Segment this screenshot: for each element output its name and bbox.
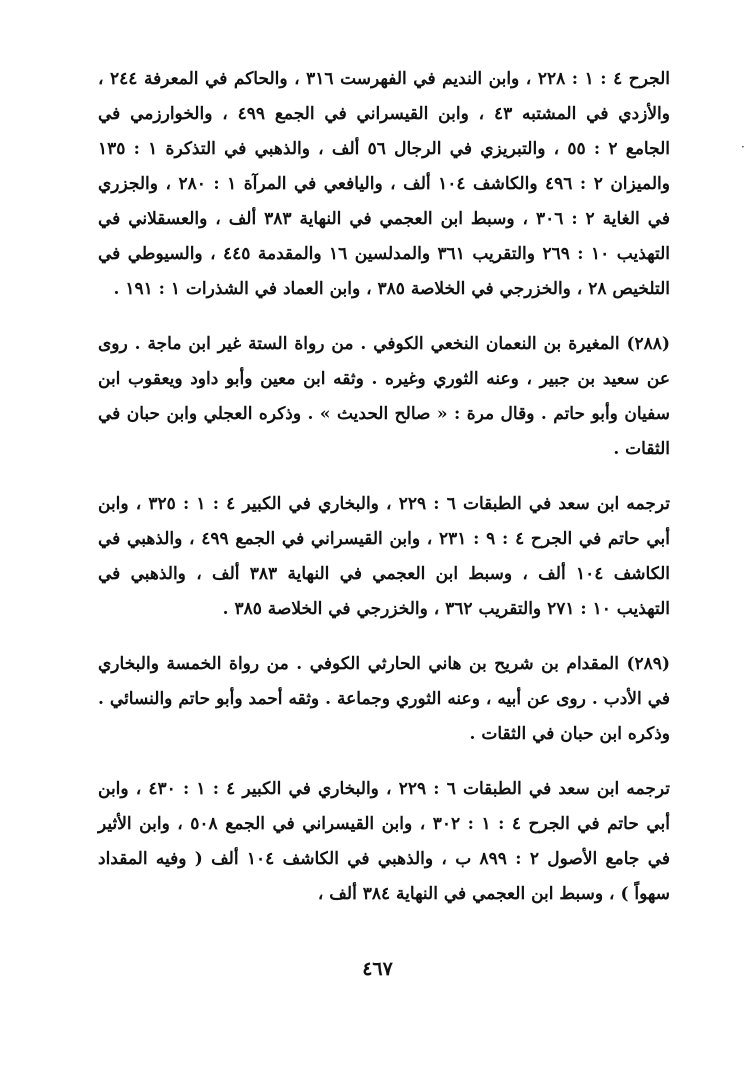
entry-289-sources: ترجمه ابن سعد في الطبقات ٦ : ٢٢٩ ، والبخاري في الكبير ٤ : ١ : ٤٣٠ ، وابن أبي حاتم في الجرح ٤ : ١ : ٣٠٢ ، وابن القيسراني في الجمع ٥٠٨ ، وابن الأثير في جامع الأصول ٢ : ٨٩٩ ب ، والذهبي في الكاشف ١٠٤ ألف ( وفيه المقداد سهواً ) ، وسبط ابن العجمي في النهاية ٣٨٤ ألف ، [98,779,670,904]
page-body [98,62,670,912]
page-number: ٤٦٧ [362,958,393,980]
footnote-continuation: الجرح ٤ : ١ : ٢٢٨ ، وابن النديم في الفهرست ٣١٦ ، والحاكم في المعرفة ٢٤٤ ، والأزدي في المشتبه ٤٣ ، وابن القيسراني في الجمع ٤٩٩ ، والخوارزمي في الجامع ٢ : ٥٥ ، والتبريزي في الرجال ٥٦ ألف ، والذهبي في التذكرة ١ : ١٣٥ والميزان ٢ : ٤٩٦ والكاشف ١٠٤ ألف ، واليافعي في المرآة ١ : ٢٨٠ ، والجزري في الغاية ٢ : ٣٠٦ ، وسبط ابن العجمي في النهاية ٣٨٣ ألف ، والعسقلاني في التهذيب ١٠ : ٢٦٩ والتقريب ٣٦١ والمدلسين ١٦ والمقدمة ٤٤٥ ، والسيوطي في التلخيص ٢٨ ، والخزرجي في الخلاصة ٣٨٥ ، وابن العماد في الشذرات ١ : ١٩١ . [98,69,671,299]
margin-dot: · [741,140,745,154]
entry-288-biography: (٢٨٨) المغيرة بن النعمان النخعي الكوفي . من رواة الستة غير ابن ماجة . روى عن سعيد بن جبير ، وعنه الثوري وغيره . وثقه ابن معين وأبو داود ويعقوب ابن سفيان وأبو حاتم . وقال مرة : « صالح الحديث » . وذكره العجلي وابن حبان في الثقات . [98,334,670,459]
entry-289-biography: (٢٨٩) المقدام بن شريح بن هاني الحارثي الكوفي . من رواة الخمسة والبخاري في الأدب . روى عن أبيه ، وعنه الثوري وجماعة . وثقه أحمد وأبو حاتم والنسائي . وذكره ابن حبان في الثقات . [98,654,670,744]
entry-288-sources: ترجمه ابن سعد في الطبقات ٦ : ٢٢٩ ، والبخاري في الكبير ٤ : ١ : ٣٢٥ ، وابن أبي حاتم في الجرح ٤ : ٩ : ٢٣١ ، وابن القيسراني في الجمع ٤٩٩ ، والذهبي في الكاشف ١٠٤ ألف ، وسبط ابن العجمي في النهاية ٣٨٣ ألف ، والذهبي في التهذيب ١٠ : ٢٧١ والتقريب ٣٦٢ ، والخزرجي في الخلاصة ٣٨٥ . [98,494,671,619]
